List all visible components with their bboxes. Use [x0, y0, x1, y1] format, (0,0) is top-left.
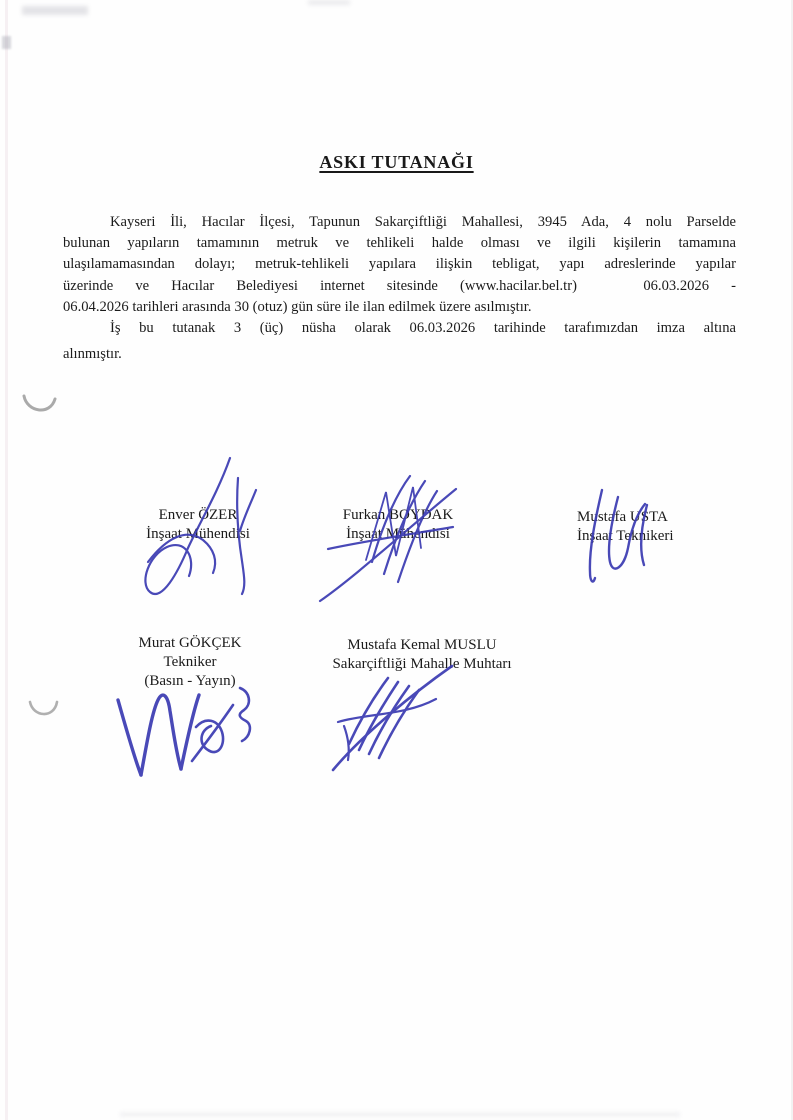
signatory-name: Mustafa Kemal MUSLU: [347, 637, 497, 653]
signature-murat-gokcek-ink: [118, 688, 250, 775]
signatory-block-enver-ozer: [128, 506, 268, 544]
scan-smudge: [120, 1112, 680, 1117]
signatory-name: Enver ÖZER: [158, 507, 238, 523]
signature-mustafa-kemal-muslu-ink: [333, 666, 452, 770]
body-line: üzerinde ve Hacılar Belediyesi internet sitesinde (www.hacilar.bel.tr) 06.03.2026 -: [63, 277, 736, 294]
signatory-name: Mustafa USTA: [577, 509, 668, 525]
punch-hole-shadow-icon: [24, 396, 57, 714]
signatory-name: Murat GÖKÇEK: [138, 635, 242, 651]
signatory-subtitle: (Basın - Yayın): [144, 673, 236, 689]
document-title: ASKI TUTANAĞI: [319, 152, 474, 172]
body-line: İş bu tutanak 3 (üç) nüsha olarak 06.03.2026 tarihinde tarafımızdan imza altına: [110, 319, 736, 336]
signatory-block-furkan-boydak: [328, 506, 468, 544]
signatory-block-mustafa-usta: [577, 508, 727, 546]
signatory-title: Sakarçiftliği Mahalle Muhtarı: [332, 656, 512, 672]
signatory-block-murat-gokcek: [116, 634, 264, 691]
body-line: ulaşılamamasından dolayı; metruk-tehlikeli yapılara ilişkin tebligat, yapı adreslerinde yapılar: [63, 256, 736, 273]
scan-smudge: [22, 6, 88, 15]
signatory-title: İnşaat Mühendisi: [146, 526, 250, 542]
body-line: alınmıştır.: [63, 346, 122, 363]
signatory-name: Furkan BOYDAK: [342, 507, 454, 523]
signatory-title: Tekniker: [163, 654, 217, 670]
scan-smudge: [308, 0, 350, 5]
body-line: 06.04.2026 tarihleri arasında 30 (otuz) gün süre ile ilan edilmek üzere asılmıştır.: [63, 298, 532, 315]
body-line: Kayseri İli, Hacılar İlçesi, Tapunun Sakarçiftliği Mahallesi, 3945 Ada, 4 nolu Parselde: [110, 214, 736, 230]
body-line: bulunan yapıların tamamının metruk ve tehlikeli halde olması ve ilgili kişilerin tamamına: [63, 235, 736, 252]
signatory-title: İnşaat Mühendisi: [346, 526, 450, 542]
signatory-title: İnşaat Teknikeri: [577, 528, 674, 544]
body-paragraph: [63, 212, 736, 365]
signatory-block-mustafa-kemal-muslu: [316, 636, 528, 674]
scan-smudge: [2, 36, 11, 49]
